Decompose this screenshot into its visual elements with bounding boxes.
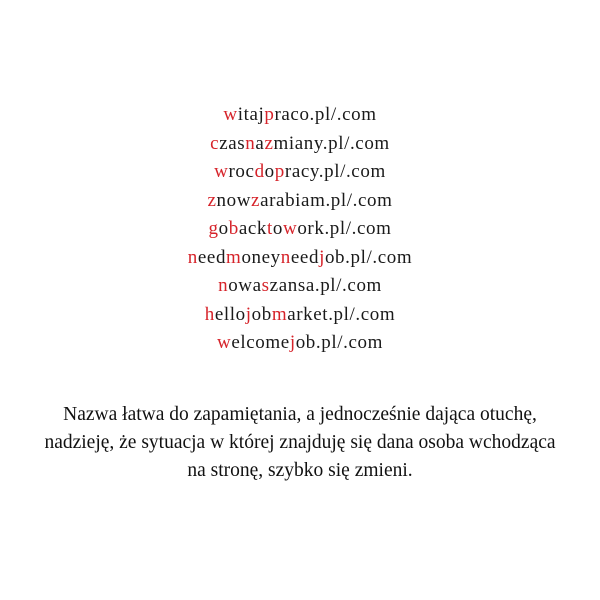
domain-text-segment: ob.pl/.com	[324, 246, 413, 268]
accent-letter: z	[207, 189, 217, 211]
accent-letter: z	[251, 189, 261, 211]
domain-text-segment: owa	[228, 275, 262, 296]
domain-text-segment: o	[264, 161, 275, 182]
domain-text-segment: eed	[290, 246, 320, 268]
accent-letter: p	[264, 104, 275, 125]
domain-text-segment: elcome	[231, 332, 290, 353]
domain-text-segment: zas	[219, 132, 246, 154]
accent-letter: w	[214, 161, 229, 182]
domain-text-segment: arket.pl/.com	[287, 303, 396, 325]
domain-text-segment: roc	[228, 161, 255, 182]
domain-text-segment: eed	[197, 246, 227, 268]
domain-text-segment: ello	[214, 303, 246, 325]
domain-name-item	[0, 244, 600, 273]
domain-text-segment: ob.pl/.com	[295, 332, 383, 353]
domain-name-item	[0, 130, 600, 159]
accent-letter: g	[208, 218, 219, 239]
domain-text-segment: ork.pl/.com	[297, 218, 392, 239]
domain-name-item	[0, 272, 600, 301]
domain-text-segment: miany.pl/.com	[273, 132, 390, 154]
domain-text-segment: o	[272, 218, 283, 239]
domain-name-item	[0, 329, 600, 358]
accent-letter: h	[204, 303, 215, 325]
accent-letter: n	[187, 246, 198, 268]
domain-name-item	[0, 215, 600, 244]
accent-letter: m	[271, 303, 288, 325]
domain-text-segment: ob	[251, 303, 272, 325]
accent-letter: w	[282, 218, 298, 239]
domain-name-item	[0, 301, 600, 330]
accent-letter: j	[245, 303, 252, 325]
accent-letter: c	[210, 132, 220, 154]
domain-text-segment: arabiam.pl/.com	[260, 189, 393, 211]
domain-name-item	[0, 158, 600, 187]
accent-letter: n	[245, 132, 256, 154]
accent-letter: m	[226, 246, 242, 268]
accent-letter: j	[289, 332, 296, 353]
domain-text-segment: now	[216, 189, 252, 211]
accent-letter: z	[264, 132, 274, 154]
accent-letter: t	[266, 218, 273, 239]
domain-text-segment: o	[218, 218, 229, 239]
accent-letter: j	[319, 246, 325, 268]
domain-text-segment: ack	[238, 218, 267, 239]
domain-text-segment: raco.pl/.com	[274, 104, 377, 125]
domain-name-item	[0, 187, 600, 216]
accent-letter: p	[274, 161, 285, 182]
accent-letter: n	[280, 246, 291, 268]
accent-letter: w	[217, 332, 232, 353]
domain-name-list	[0, 101, 600, 358]
accent-letter: b	[228, 218, 239, 239]
domain-text-segment: a	[255, 132, 265, 154]
domain-text-segment: zansa.pl/.com	[269, 275, 382, 296]
domain-name-item	[0, 101, 600, 130]
description-text: Nazwa łatwa do zapamiętania, a jednocześnie dająca otuchę, nadzieję, że sytuacja w której znajduję się dana osoba wchodząca na stronę, szybko się zmieni.	[44, 404, 556, 481]
accent-letter: s	[261, 275, 270, 296]
domain-text-segment: racy.pl/.com	[284, 161, 386, 182]
accent-letter: w	[223, 104, 238, 125]
accent-letter: d	[254, 161, 265, 182]
accent-letter: n	[218, 275, 229, 296]
domain-text-segment: itaj	[237, 104, 265, 125]
domain-text-segment: oney	[241, 246, 281, 268]
